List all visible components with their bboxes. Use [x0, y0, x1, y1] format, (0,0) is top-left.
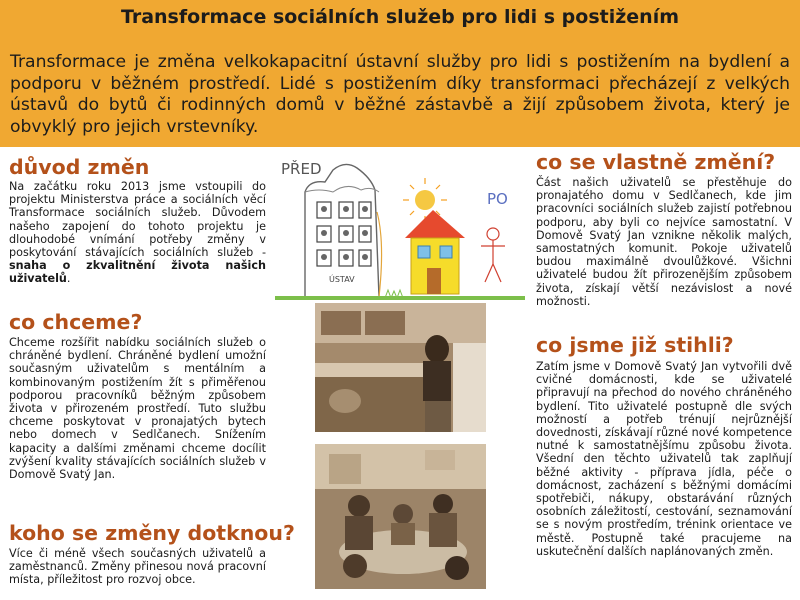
kitchen-photo [315, 303, 486, 432]
text-duvod-end: . [66, 272, 71, 286]
heading-duvod: důvod změn [9, 155, 150, 179]
child-drawing-image [275, 152, 525, 300]
text-duvod-body: Na začátku roku 2013 jsme vstoupili do projektu Ministerstva práce a sociálních věcí Transformace sociálních služeb. Důvodem našeho zapojení do tohoto projektu je dlouhodobé vnímání potřeby změny v poskytování stávajících sociálních služeb - [9, 180, 266, 260]
table-group-photo [315, 444, 486, 589]
intro-text: Transformace je změna velkokapacitní ústavní služby pro lidi s postižením na bydlení a podporu v běžném prostředí. Lidé s postižením díky transformaci přecházejí z velkých ústavů do bytů či rodinných domů v běžné zástavbě a žijí způsobem života, který je obvyklý pro jejich vrstevníky. [10, 52, 790, 137]
drawing-label-building: ÚSTAV [329, 275, 355, 284]
text-koho: Více či méně všech současných uživatelů a zaměstnanců. Změny přinesou nová pracovní místa, příležitost pro rozvoj obce. [9, 547, 266, 587]
heading-zmeni: co se vlastně změní? [536, 150, 776, 174]
text-zmeni: Část našich uživatelů se přestěhuje do pronajatého domu v Sedlčanech, kde jim pracovníci sociálních služeb zajistí potřebnou podporu, aby byli co nejvíce samostatní. V Domově Svatý Jan vznikne několik malých, samostatných komunit. Pokoje uživatelů budou maximálně dvoulůžkové. Všichni uživatelé budou žít přirozenějším způsobem života, získají větší nezávislost a nové možnosti. [536, 176, 792, 308]
text-duvod-bold: snaha o zkvalitnění života našich uživatelů [9, 259, 266, 286]
text-duvod [9, 180, 266, 286]
text-chceme: Chceme rozšířit nabídku sociálních služeb o chráněné bydlení. Chráněné bydlení umožní současným uživatelům s mentálním a kombinovaným postižením žít s přiměřenou podporou pracovníků běžným způsobem života v přirozeném prostředí. Tuto službu chceme poskytovat v pronajatých bytech nebo domech v Sedlčanech. Snížením kapacity a dalšími změnami chceme docílit zvýšení kvality stávajících sociálních služeb v Domově Svatý Jan. [9, 336, 266, 482]
drawing-label-after: PO [487, 190, 508, 208]
page-title: Transformace sociálních služeb pro lidi s postižením [120, 6, 680, 28]
heading-stihli: co jsme již stihli? [536, 333, 734, 357]
heading-koho: koho se změny dotknou? [9, 521, 295, 545]
drawing-label-before: PŘED [281, 160, 322, 178]
heading-chceme: co chceme? [9, 310, 143, 334]
text-stihli: Zatím jsme v Domově Svatý Jan vytvořili dvě cvičné domácnosti, kde se uživatelé připravují na přechod do nového chráněného bydlení. Tito uživatelé postupně dle svých možností a potřeb trénují nejrůznější dovednosti, získávají různé nové kompetence nutné k samostatnějšímu způsobu života. Všední den těchto uživatelů tak zaplňují běžné aktivity - příprava jídla, péče o domácnost, zacházení s běžnými domácími spotřebiči, nákupy, obstarávání různých osobních záležitostí, cestování, seznamování se s novým prostředím, trénink orientace ve městě. Postupně také pracujeme na uskutečnění dalších naplánovaných změn. [536, 360, 792, 558]
